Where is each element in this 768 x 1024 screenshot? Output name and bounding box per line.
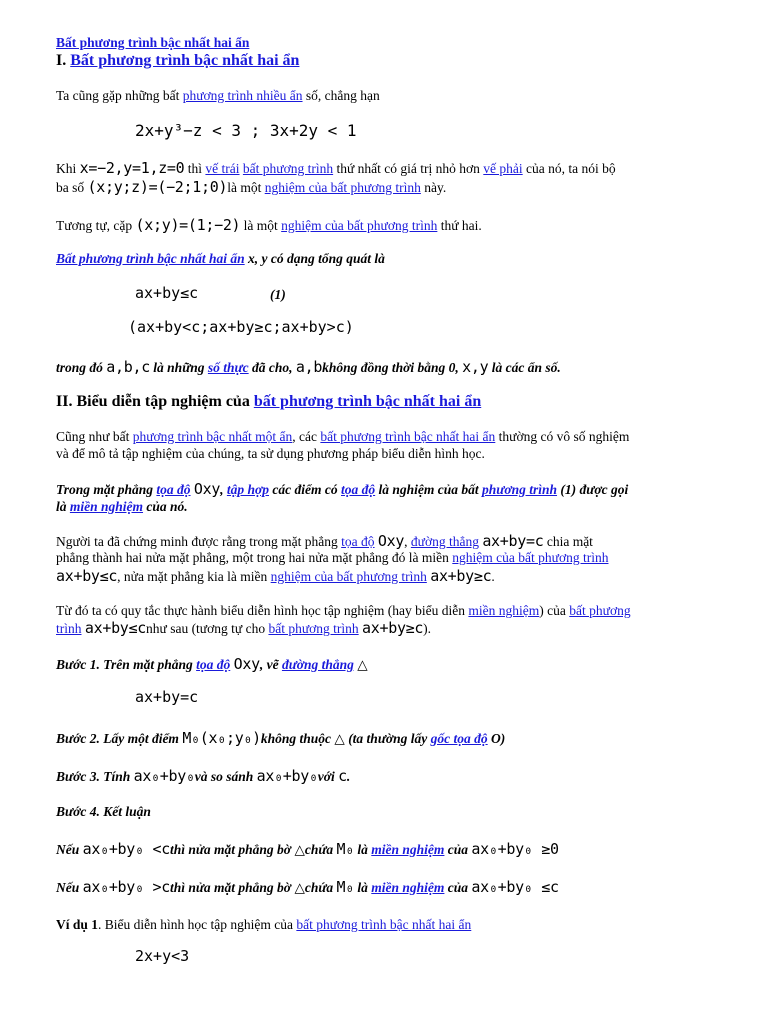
top-title-line bbox=[56, 35, 249, 51]
text: số, chẳng hạn bbox=[302, 88, 380, 103]
paragraph-7-line-1 bbox=[56, 533, 593, 550]
paragraph-6-line-2 bbox=[56, 499, 188, 515]
math-xy: x,y bbox=[462, 358, 489, 376]
paragraph-6-line-1 bbox=[56, 481, 628, 498]
text: Khi bbox=[56, 161, 80, 176]
text: là một bbox=[240, 218, 282, 233]
text: là bbox=[56, 499, 70, 514]
math-expression: ax₀+by₀ bbox=[256, 767, 318, 785]
math-values: x=−2,y=1,z=0 bbox=[79, 159, 185, 177]
link-solution-region[interactable]: miền nghiệm bbox=[468, 603, 540, 618]
text: của nó, ta nói bộ bbox=[522, 161, 616, 176]
link-line[interactable]: đường thẳng bbox=[410, 534, 479, 549]
link-inequality[interactable]: bất phương trình bbox=[268, 621, 359, 636]
link-origin[interactable]: gốc tọa độ bbox=[430, 731, 488, 746]
example-label: Ví dụ 1 bbox=[56, 917, 99, 932]
link-solution-region[interactable]: miền nghiệm bbox=[371, 842, 445, 857]
section-2-heading bbox=[56, 394, 481, 410]
text: Tương tự, cặp bbox=[56, 218, 136, 233]
text: không thuộc bbox=[260, 731, 335, 746]
text: như sau (tương tự cho bbox=[146, 621, 269, 636]
section-1-title-link[interactable]: Bất phương trình bậc nhất hai ẩn bbox=[70, 52, 300, 69]
math-abc: a,b,c bbox=[106, 358, 150, 376]
triangle-symbol: △ bbox=[357, 657, 368, 672]
text: O) bbox=[487, 731, 506, 746]
text: này. bbox=[420, 180, 447, 195]
text: Người ta đã chứng minh được rằng trong mặt phẳng bbox=[56, 534, 342, 549]
link-solution[interactable]: nghiệm của bất phương trình bbox=[270, 569, 427, 584]
math-point: M₀ bbox=[336, 878, 355, 896]
text: (1) được gọi bbox=[557, 482, 629, 497]
text: thì nửa mặt phẳng bờ bbox=[169, 842, 295, 857]
text: của nó. bbox=[143, 499, 188, 514]
text: là các ẩn số. bbox=[488, 360, 561, 375]
equation-2: ax+by≤c bbox=[135, 284, 199, 302]
paragraph-2-line-1 bbox=[56, 160, 616, 177]
math-condition: ax₀+by₀ ≥0 bbox=[471, 840, 559, 858]
equation-3: (ax+by<c;ax+by≥c;ax+by>c) bbox=[128, 318, 354, 336]
text: đã cho, bbox=[248, 360, 296, 375]
link-solution[interactable]: nghiệm của bất phương trình bbox=[452, 550, 609, 565]
math-ab: a,b bbox=[295, 358, 323, 376]
math-le: ax+by≤c bbox=[84, 619, 146, 637]
link-inequality[interactable]: trình bbox=[56, 621, 82, 636]
text: , bbox=[220, 482, 227, 497]
text: là một bbox=[227, 180, 265, 195]
math-line-eq: ax+by=c bbox=[482, 532, 544, 550]
paragraph-5-line-2: và để mô tả tập nghiệm của chúng, ta sử dụng phương pháp biểu diễn hình học. bbox=[56, 446, 485, 461]
math-le: ax+by≤c bbox=[56, 567, 118, 585]
example-1 bbox=[56, 917, 471, 933]
text: Bước 1. Trên mặt phẳng bbox=[56, 657, 197, 672]
math-oxy: Oxy bbox=[193, 480, 221, 498]
text: Nếu bbox=[56, 880, 83, 895]
math-triple: (x;y;z)=(−2;1;0) bbox=[87, 178, 228, 196]
section-1-heading bbox=[56, 53, 299, 69]
triangle-symbol: △ bbox=[294, 842, 305, 857]
math-condition: ax₀+by₀ <c bbox=[82, 840, 170, 858]
link-coordinate[interactable]: tọa độ bbox=[156, 482, 191, 497]
triangle-symbol: △ bbox=[294, 880, 305, 895]
link-multivar-equation[interactable]: phương trình nhiều ẩn bbox=[182, 88, 303, 103]
text: là nghiệm của bất bbox=[375, 482, 483, 497]
top-title-link[interactable]: Bất phương trình bậc nhất hai ẩn bbox=[56, 35, 250, 50]
text: . Biểu diễn hình học tập nghiệm của bbox=[98, 917, 297, 932]
link-two-var-inequality[interactable]: bất phương trình bậc nhất hai ẩn bbox=[296, 917, 472, 932]
text: Nếu bbox=[56, 842, 83, 857]
text: phẳng thành hai nửa mặt phẳng, một trong hai nửa mặt phẳng đó là miền bbox=[56, 550, 453, 565]
equation-2-number: (1) bbox=[270, 287, 286, 302]
text: ) của bbox=[539, 603, 570, 618]
math-pair: (x;y)=(1;−2) bbox=[135, 216, 241, 234]
equation-1: 2x+y³−z < 3 ; 3x+2y < 1 bbox=[135, 121, 357, 140]
link-coordinate[interactable]: tọa độ bbox=[341, 482, 376, 497]
link-left-side[interactable]: vế trái bbox=[205, 161, 240, 176]
text: trong đó bbox=[56, 360, 107, 375]
text: thường có vô số nghiệm bbox=[495, 429, 630, 444]
link-set[interactable]: tập hợp bbox=[226, 482, 270, 497]
case-2 bbox=[56, 879, 559, 896]
text: là những bbox=[149, 360, 208, 375]
link-solution-region[interactable]: miền nghiệm bbox=[69, 499, 144, 514]
link-right-side[interactable]: vế phải bbox=[483, 161, 523, 176]
text: với bbox=[317, 769, 339, 784]
text: , nửa mặt phẳng kia là miền bbox=[117, 569, 271, 584]
text: của bbox=[444, 842, 472, 857]
paragraph-7-line-2 bbox=[56, 550, 608, 566]
text: Bước 2. Lấy một điểm bbox=[56, 731, 183, 746]
text: Ta cũng gặp những bất bbox=[56, 88, 183, 103]
paragraph-4 bbox=[56, 359, 561, 376]
paragraph-8-line-2 bbox=[56, 620, 431, 637]
text: . bbox=[491, 569, 495, 584]
link-coordinate[interactable]: tọa độ bbox=[341, 534, 375, 549]
link-one-var-inequality[interactable]: phương trình bậc nhất một ẩn bbox=[132, 429, 293, 444]
text: là bbox=[357, 842, 372, 857]
text: , vẽ bbox=[259, 657, 282, 672]
text: x, y có dạng tổng quát là bbox=[244, 251, 385, 266]
math-ge: ax+by≥c bbox=[430, 567, 492, 585]
link-two-var-inequality[interactable]: bất phương trình bậc nhất hai ẩn bbox=[320, 429, 496, 444]
text: chia mặt bbox=[543, 534, 593, 549]
text: chứa bbox=[304, 842, 337, 857]
text: thì nửa mặt phẳng bờ bbox=[169, 880, 295, 895]
math-ge: ax+by≥c bbox=[362, 619, 424, 637]
math-oxy: Oxy bbox=[233, 655, 260, 673]
math-condition: ax₀+by₀ ≤c bbox=[471, 878, 559, 896]
text: thứ nhất có giá trị nhỏ hơn bbox=[333, 161, 484, 176]
link-solution[interactable]: nghiệm của bất phương trình bbox=[264, 180, 421, 195]
math-oxy: Oxy bbox=[377, 532, 405, 550]
triangle-symbol: △ bbox=[334, 731, 345, 746]
text: ). bbox=[423, 621, 432, 636]
text: . bbox=[346, 769, 351, 784]
link-solution-region[interactable]: miền nghiệm bbox=[371, 880, 445, 895]
paragraph-3 bbox=[56, 217, 482, 234]
equation-4: ax+by=c bbox=[135, 688, 199, 706]
definition-line bbox=[56, 251, 385, 267]
text: , các bbox=[292, 429, 321, 444]
text: Cũng như bất bbox=[56, 429, 133, 444]
math-condition: ax₀+by₀ >c bbox=[82, 878, 170, 896]
paragraph-5-line-1 bbox=[56, 429, 629, 445]
link-real-numbers[interactable]: số thực bbox=[207, 360, 249, 375]
paragraph-1 bbox=[56, 88, 380, 104]
text: Bước 3. Tính bbox=[56, 769, 134, 784]
link-equation[interactable]: phương trình bbox=[482, 482, 558, 497]
section-1-number: I. bbox=[56, 52, 67, 69]
step-3 bbox=[56, 768, 350, 785]
link-line[interactable]: đường thẳng bbox=[281, 657, 354, 672]
text: thì bbox=[184, 161, 206, 176]
text: thứ hai. bbox=[437, 218, 482, 233]
link-definition[interactable]: Bất phương trình bậc nhất hai ẩn bbox=[56, 251, 245, 266]
math-expression: ax₀+by₀ bbox=[133, 767, 195, 785]
section-2-title-link[interactable]: bất phương trình bậc nhất hai ẩn bbox=[253, 393, 482, 410]
text: không đồng thời bằng 0, bbox=[322, 360, 463, 375]
text: ba số bbox=[56, 180, 88, 195]
math-c: c bbox=[338, 767, 347, 785]
text: Từ đó ta có quy tắc thực hành biểu diễn hình học tập nghiệm (hay biểu diễn bbox=[56, 603, 469, 618]
text: các điểm có bbox=[269, 482, 341, 497]
paragraph-7-line-3 bbox=[56, 568, 495, 585]
text: Trong mặt phẳng bbox=[56, 482, 157, 497]
text: , bbox=[404, 534, 411, 549]
link-inequality[interactable]: bất phương trình bbox=[242, 161, 334, 176]
step-2 bbox=[56, 730, 505, 747]
math-point: M₀ bbox=[336, 840, 355, 858]
link-coordinate[interactable]: tọa độ bbox=[196, 657, 231, 672]
text: và so sánh bbox=[194, 769, 257, 784]
section-2-title: II. Biểu diễn tập nghiệm của bbox=[56, 393, 254, 410]
math-point: M₀(x₀;y₀) bbox=[182, 729, 261, 747]
text: chứa bbox=[304, 880, 337, 895]
link-inequality[interactable]: bất phương bbox=[569, 603, 631, 618]
step-1 bbox=[56, 656, 368, 673]
paragraph-2-line-2 bbox=[56, 179, 446, 196]
text: (ta thường lấy bbox=[344, 731, 431, 746]
paragraph-8-line-1 bbox=[56, 603, 631, 619]
text: của bbox=[444, 880, 472, 895]
text: là bbox=[357, 880, 372, 895]
equation-5: 2x+y<3 bbox=[135, 947, 190, 965]
step-4: Bước 4. Kết luận bbox=[56, 804, 151, 819]
link-solution[interactable]: nghiệm của bất phương trình bbox=[281, 218, 438, 233]
case-1 bbox=[56, 841, 559, 858]
